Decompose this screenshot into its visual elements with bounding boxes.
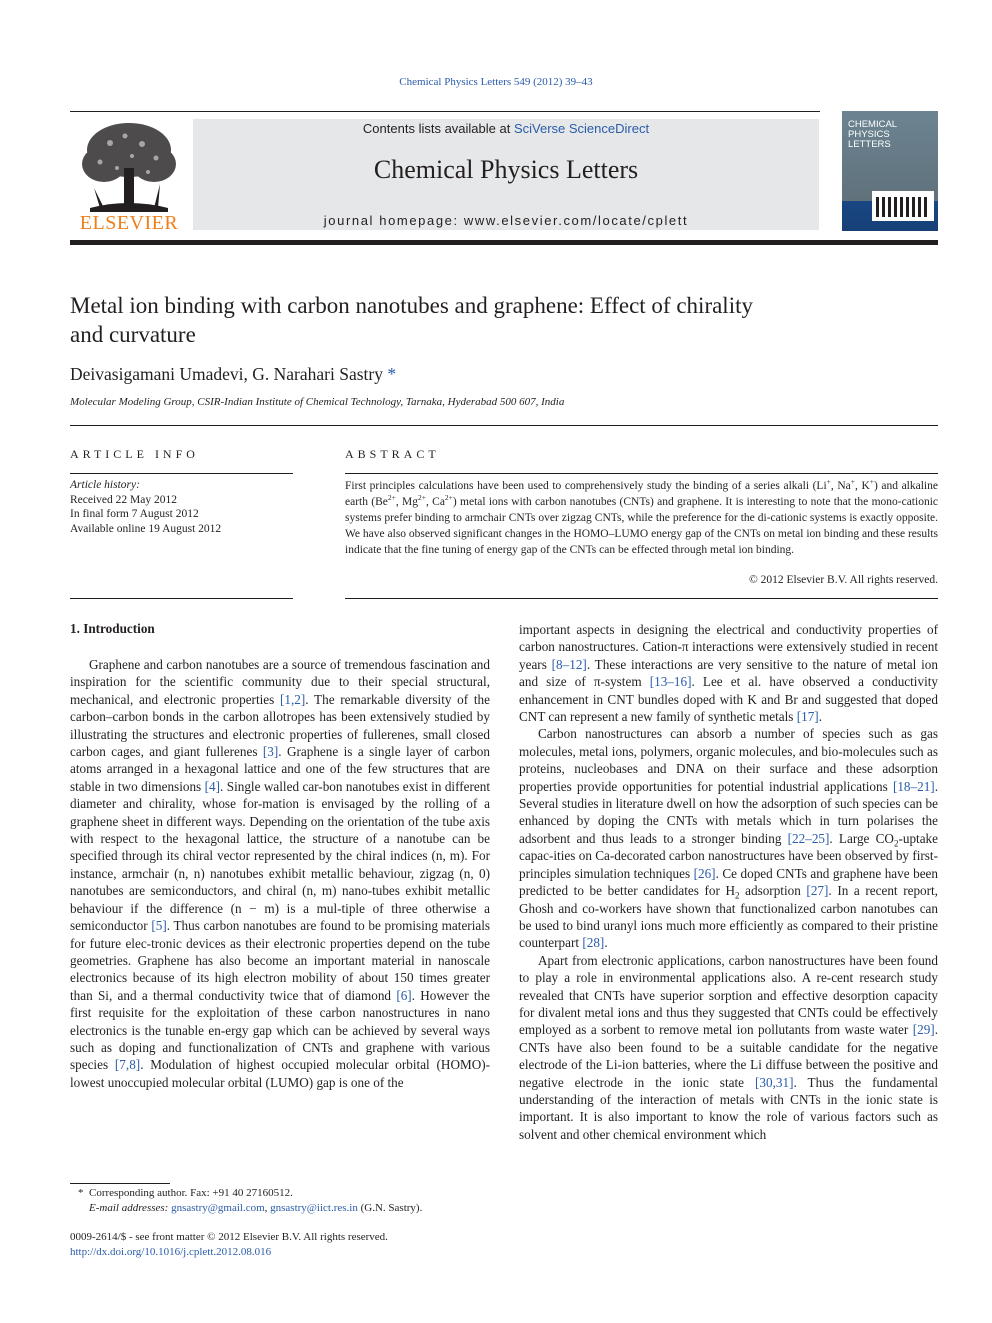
- footnote-rule: [70, 1183, 170, 1184]
- intro-paragraph: Apart from electronic applications, carbon nanostructures have been found to play a role in environmental applications also. A re-cent research study revealed that CNTs have superior sorption and effective desorption capacity for divalent metal ions and thus they suggested that CNTs could be effectively employed as a sorbent to remove metal ion pollutants from waste water [29]. CNTs have also been found to be a suitable candidate for the negative electrode of the Li-ion batteries, where the Li diffuse between the positive and negative electrode in the ionic state [30,31]. Thus the fundamental understanding of the interaction of metals with CNTs in the ionic state is important. It is also important to know the role of various factors such as solvent and other chemical environment which: [519, 952, 938, 1142]
- info-rule: [70, 473, 293, 474]
- email-link-1[interactable]: gnsastry@gmail.com: [171, 1202, 265, 1214]
- footnote: [70, 1186, 500, 1216]
- affiliation: Molecular Modeling Group, CSIR-Indian Institute of Chemical Technology, Tarnaka, Hyderabad 500 607, India: [70, 396, 565, 408]
- header-rule: [70, 111, 820, 112]
- section-rule: [70, 425, 938, 426]
- citation-link[interactable]: [17]: [796, 709, 819, 725]
- citation-link[interactable]: [22–25]: [787, 830, 830, 846]
- body-column-right: [519, 621, 938, 1143]
- citation-link[interactable]: [13–16]: [649, 674, 692, 690]
- cover-title-1: CHEMICAL: [848, 119, 898, 130]
- citation-link[interactable]: [26]: [693, 865, 716, 881]
- online-date: Available online 19 August 2012: [70, 522, 222, 535]
- email-suffix: (G.N. Sastry).: [360, 1202, 423, 1214]
- footnote-fax: Corresponding author. Fax: +91 40 27160512.: [89, 1187, 293, 1199]
- abstract-heading: ABSTRACT: [345, 447, 440, 461]
- info-rule-bottom: [70, 598, 293, 599]
- final-form-date: In final form 7 August 2012: [70, 508, 199, 520]
- header-thick-rule: [70, 240, 938, 245]
- journal-cover: [842, 111, 938, 231]
- title-line-1: Metal ion binding with carbon nanotubes and graphene: Effect of chirality: [70, 293, 753, 318]
- footnote-corresponding: [70, 1186, 500, 1201]
- title-line-2: and curvature: [70, 322, 196, 347]
- abstract-rule-bottom: [345, 598, 938, 599]
- article-info-heading: ARTICLE INFO: [70, 447, 199, 461]
- citation-link[interactable]: [8–12]: [551, 656, 587, 672]
- issn-line: 0009-2614/$ - see front matter © 2012 Elsevier B.V. All rights reserved.: [70, 1231, 388, 1243]
- intro-paragraph: Graphene and carbon nanotubes are a source of tremendous fascination and inspiration for the scientific community due to their special structural, mechanical, and electronic properties [1,2]. The remarkable diversity of the carbon–carbon bonds in the carbon allotropes has been extensively studied by illustrating the structures and electronic properties of fullerenes, small closed carbon cages, and giant fullerenes [3]. Graphene is a single layer of carbon atoms arranged in a hexagonal lattice and one of the few structures that are stable in two dimensions [4]. Single walled car-bon nanotubes exist in different diameter and chirality, whose for-mation is envisaged by the rolling of a graphene sheet in different ways. Depending on the orientation of the tube axis with respect to the hexagonal lattice, the structure of a nanotube can be specified through its chiral vector represented by the chiral indices (n, m). For instance, armchair (n, n) nanotubes exhibit metallic behaviour, zigzag (n, 0) nanotubes are semiconductors, and chiral (n, m) nano-tubes exhibit metallic behaviour if the difference (n − m) is a mul-tiple of three otherwise a semiconductor [5]. Thus carbon nanotubes are found to be promising materials for future elec-tronic devices as their electronic properties depend on the tube geometries. Graphene has also become an important material in nanoscale electronics because of its high electron mobility of about 150 times greater than Si, and a thermal conductivity twice that of diamond [6]. However the first requisite for the exploitation of these carbon nanostructures in nano electronics is the tunable en-ergy gap which can be achieved by several ways such as doping and functionalization of CNTs and graphene with various species [7,8]. Modulation of highest occupied molecular orbital (HOMO)-lowest unoccupied molecular orbital (LUMO) gap is one of the: [70, 657, 491, 1090]
- footnote-emails: E-mail addresses: gnsastry@gmail.com, gnsastry@iict.res.in (G.N. Sastry).: [89, 1202, 423, 1214]
- citation-link[interactable]: [3]: [262, 744, 279, 760]
- citation-link[interactable]: [7,8]: [114, 1057, 141, 1073]
- received-date: Received 22 May 2012: [70, 493, 177, 506]
- contents-line: [193, 121, 819, 136]
- citation-link[interactable]: [30,31]: [755, 1074, 794, 1090]
- elsevier-wordmark: ELSEVIER: [79, 212, 179, 234]
- history-label: Article history:: [70, 479, 140, 491]
- issn-block: [70, 1230, 510, 1259]
- sciencedirect-link[interactable]: SciVerse ScienceDirect: [513, 121, 650, 136]
- journal-reference[interactable]: Chemical Physics Letters 549 (2012) 39–43: [399, 76, 593, 88]
- introduction-heading: 1. Introduction: [70, 621, 155, 636]
- journal-title: Chemical Physics Letters: [373, 155, 639, 184]
- email-link-2[interactable]: gnsastry@iict.res.in: [270, 1202, 358, 1214]
- contents-prefix: Contents lists available at: [362, 121, 514, 136]
- abstract-copyright: © 2012 Elsevier B.V. All rights reserved.: [749, 574, 938, 586]
- footnote-mark: *: [78, 1187, 84, 1199]
- paper-title: [70, 291, 890, 349]
- citation-link[interactable]: [4]: [204, 778, 221, 794]
- citation-link[interactable]: [18–21]: [892, 778, 935, 794]
- citation-link[interactable]: [28]: [582, 935, 605, 951]
- citation-link[interactable]: [6]: [396, 987, 412, 1003]
- article-history: [70, 478, 293, 536]
- doi-link[interactable]: http://dx.doi.org/10.1016/j.cplett.2012.08.016: [70, 1245, 272, 1258]
- elsevier-logo: [70, 118, 188, 234]
- email-label: E-mail addresses:: [89, 1202, 169, 1214]
- cover-title-2: PHYSICS: [848, 129, 890, 140]
- body-column-left: [70, 656, 490, 1091]
- citation-link[interactable]: [5]: [151, 918, 167, 934]
- citation-link[interactable]: [1,2]: [279, 691, 306, 707]
- intro-paragraph: important aspects in designing the electrical and conductivity properties of carbon nanostructures. Cation-π interactions were extensively studied in recent years [8–12]. These interactions are very sensitive to the nature of metal ion and size of π-system [13–16]. Lee et al. have observed a conductivity enhancement in CNT bundles doped with K and Br and suggested that doped CNT can represent a new family of synthetic metals [17].: [519, 622, 938, 725]
- abstract-body: First principles calculations have been used to comprehensively study the binding of a series alkali (Li+, Na+, K+) and alkaline earth ($Be^{2+}$, $Mg^{2+}$, $Ca^{2+}$) metal ions with carbon nanotubes (CNTs) and graphene. It is interesting to note that the mono-cationic systems prefer binding to armchair CNTs over zigzag CNTs, while the preference for the di-cationic systems is exactly opposite. We have also observed significant changes in the HOMO–LUMO energy gap of the CNTs on metal ion binding and these results indicate that the fine tuning of energy gap of the CNTs can be effected through metal ion binding.: [345, 477, 938, 556]
- abstract-rule: [345, 473, 938, 474]
- author-list: [70, 364, 396, 385]
- citation-link[interactable]: [27]: [806, 883, 829, 899]
- corresponding-author-mark[interactable]: *: [387, 364, 397, 384]
- journal-homepage[interactable]: journal homepage: www.elsevier.com/locate/cplett: [323, 213, 689, 228]
- author-names: Deivasigamani Umadevi, G. Narahari Sastry: [70, 364, 383, 384]
- cover-bars-icon: [874, 195, 932, 219]
- citation-link[interactable]: [29]: [912, 1022, 935, 1038]
- cover-title-3: LETTERS: [848, 139, 891, 150]
- intro-paragraph: Carbon nanostructures can absorb a number of species such as gas molecules, metal ions, polymers, organic molecules, and bio-molecules such as proteins, nucleobases and DNA on their surface and these adsorption properties provide opportunities for potential industrial applications [18–21]. Several studies in literature dwell on how the adsorption of such species can be enhanced by doping the CNTs with metals which in turn polarises the adsorbent and thus leads to a stronger binding [22–25]. Large $CO_2$-uptake capac-ities on Ca-decorated carbon nanostructures have been observed by first-principles simulation techniques [26]. Ce doped CNTs and graphene have been predicted to be better candidates for $H_2$ adsorption [27]. In a recent report, Ghosh and co-workers have shown that functionalized carbon nanotubes can be used to bind uranyl ions much more efficiently as compared to their pristine counterpart [28].: [519, 726, 939, 951]
